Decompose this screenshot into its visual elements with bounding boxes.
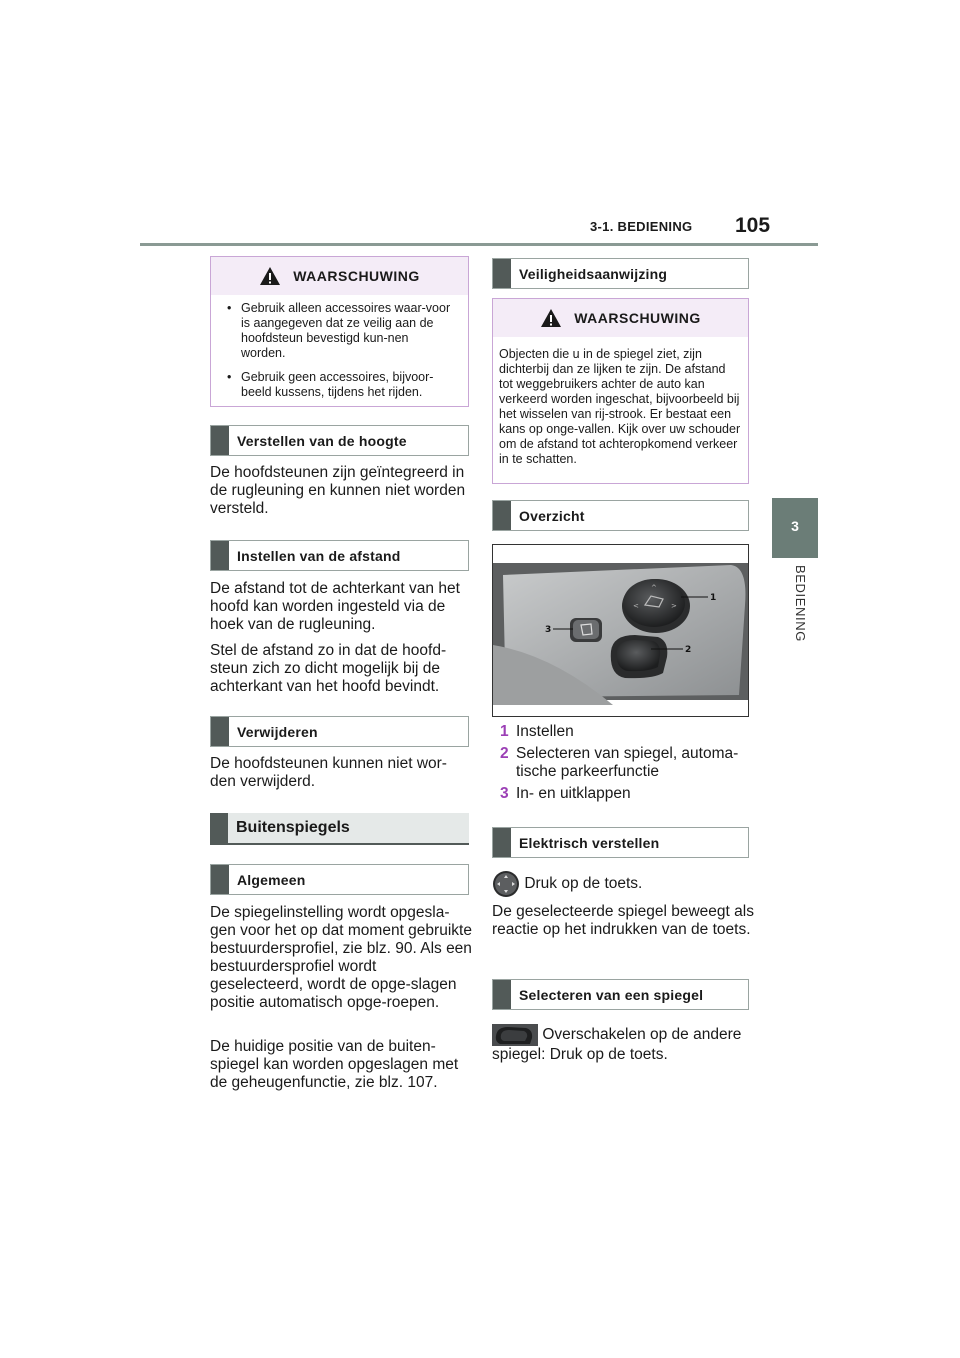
legend-text: In- en uitklappen <box>516 785 631 802</box>
warning-title: WAARSCHUWING <box>293 268 420 284</box>
chapter-tab[interactable]: 3 <box>772 498 818 558</box>
chapter-heading-mirrors <box>210 813 469 845</box>
mirror-warning-box <box>492 298 749 484</box>
heading-label: Veiligheidsaanwijzing <box>519 265 668 282</box>
paragraph: De huidige positie van de buiten-spiegel kan worden opgeslagen met de geheugenfunctie, zie blz. 107. <box>210 1038 459 1091</box>
legend-text: Instellen <box>516 723 574 740</box>
warning-header <box>211 257 468 295</box>
warning-list <box>211 295 468 419</box>
callout-2: 2 <box>685 645 692 655</box>
heading-label: Algemeen <box>237 871 306 888</box>
warning-header <box>493 299 748 337</box>
heading-label: Verwijderen <box>237 723 318 740</box>
paragraph-text: Overschakelen op de andere spiegel: Druk op de toets. <box>492 1026 742 1063</box>
page-number: 105 <box>735 214 771 237</box>
heading-bar <box>493 501 511 530</box>
heading-label: Verstellen van de hoogte <box>237 432 407 449</box>
section-heading-height <box>210 425 469 456</box>
heading-label: Overzicht <box>519 507 585 524</box>
heading-bar <box>493 980 511 1009</box>
mirror-controls-illustration <box>493 545 749 717</box>
section-heading-safety <box>492 258 749 289</box>
headrest-warning-box <box>210 256 469 407</box>
svg-text:^: ^ <box>651 584 657 592</box>
paragraph: De hoofdsteunen kunnen niet wor-den verwijderd. <box>210 755 447 790</box>
svg-text:>: > <box>671 602 677 610</box>
legend-number: 3 <box>500 785 509 802</box>
warning-triangle-icon <box>259 266 281 286</box>
paragraph <box>492 1024 754 1064</box>
heading-label: Instellen van de afstand <box>237 547 401 564</box>
section-heading-general <box>210 864 469 895</box>
paragraph: De spiegelinstelling wordt opgesla-gen voor het op dat moment gebruikte bestuurdersprofiel, zie blz. 90. Als een bestuurdersprofiel wordt geselecteerd, wordt de opge-slagen positie automatisch opge-roepen. <box>210 904 472 1011</box>
warning-triangle-icon <box>540 308 562 328</box>
section-heading-distance <box>210 540 469 571</box>
heading-bar <box>493 828 511 857</box>
header-rule <box>140 243 818 246</box>
warning-item: • Gebruik alleen accessoires waar-voor is aangegeven dat ze veilig aan de hoofdsteun bevestigd kun-nen worden. <box>227 301 452 361</box>
section-heading-remove <box>210 716 469 747</box>
paragraph <box>492 870 754 898</box>
section-heading-select <box>492 979 749 1010</box>
callout-1: 1 <box>710 593 717 603</box>
warning-item: • Gebruik geen accessoires, bijvoor-beeld kussens, tijdens het rijden. <box>227 370 452 400</box>
heading-bar <box>211 865 229 894</box>
paragraph: De geselecteerde spiegel beweegt als reactie op het indrukken van de toets. <box>492 903 754 938</box>
legend-item <box>492 745 762 781</box>
heading-bar <box>211 426 229 455</box>
paragraph: De afstand tot de achterkant van het hoofd kan worden ingesteld via de hoek van de rugleuning. <box>210 580 460 633</box>
heading-bar <box>211 717 229 746</box>
legend-number: 2 <box>500 745 509 762</box>
mirror-controls-photo <box>492 544 749 717</box>
warning-text: Objecten die u in de spiegel ziet, zijn dichterbij dan ze lijken te zijn. De afstand tot weggebruikers achter de auto kan verkeerd worden ingeschat, bijvoorbeeld bij het wisselen van rij-strook. Er bestaat een kans op onge-vallen. Kijk over uw schouder om de afstand tot achteropkomend verkeer in te schatten. <box>499 347 741 466</box>
legend-item <box>492 723 762 741</box>
chapter-tab-label: BEDIENING <box>793 565 808 642</box>
heading-label: Elektrisch verstellen <box>519 834 660 851</box>
legend-number: 1 <box>500 723 509 740</box>
mirror-adjust-button-icon <box>492 870 520 898</box>
heading-label: Selecteren van een spiegel <box>519 986 704 1003</box>
heading-label: Buitenspiegels <box>236 819 350 836</box>
photo-legend <box>492 723 762 807</box>
heading-bar <box>210 813 228 843</box>
heading-bar <box>211 541 229 570</box>
heading-bar <box>493 259 511 288</box>
paragraph-text: Druk op de toets. <box>524 875 643 893</box>
legend-item <box>492 785 762 803</box>
legend-text: Selecteren van spiegel, automa-tische parkeerfunctie <box>516 745 739 780</box>
mirror-select-button-icon <box>492 1024 538 1046</box>
section-heading-electric <box>492 827 749 858</box>
callout-3: 3 <box>545 625 552 635</box>
paragraph: Stel de afstand zo in dat de hoofd-steun zich zo dicht mogelijk bij de achterkant van het hoofd bevindt. <box>210 642 447 695</box>
warning-title: WAARSCHUWING <box>574 310 701 326</box>
running-header-section: 3-1. BEDIENING <box>590 219 693 234</box>
svg-text:<: < <box>633 602 639 610</box>
section-heading-overview <box>492 500 749 531</box>
paragraph: De hoofdsteunen zijn geïntegreerd in de rugleuning en kunnen niet worden versteld. <box>210 464 466 517</box>
